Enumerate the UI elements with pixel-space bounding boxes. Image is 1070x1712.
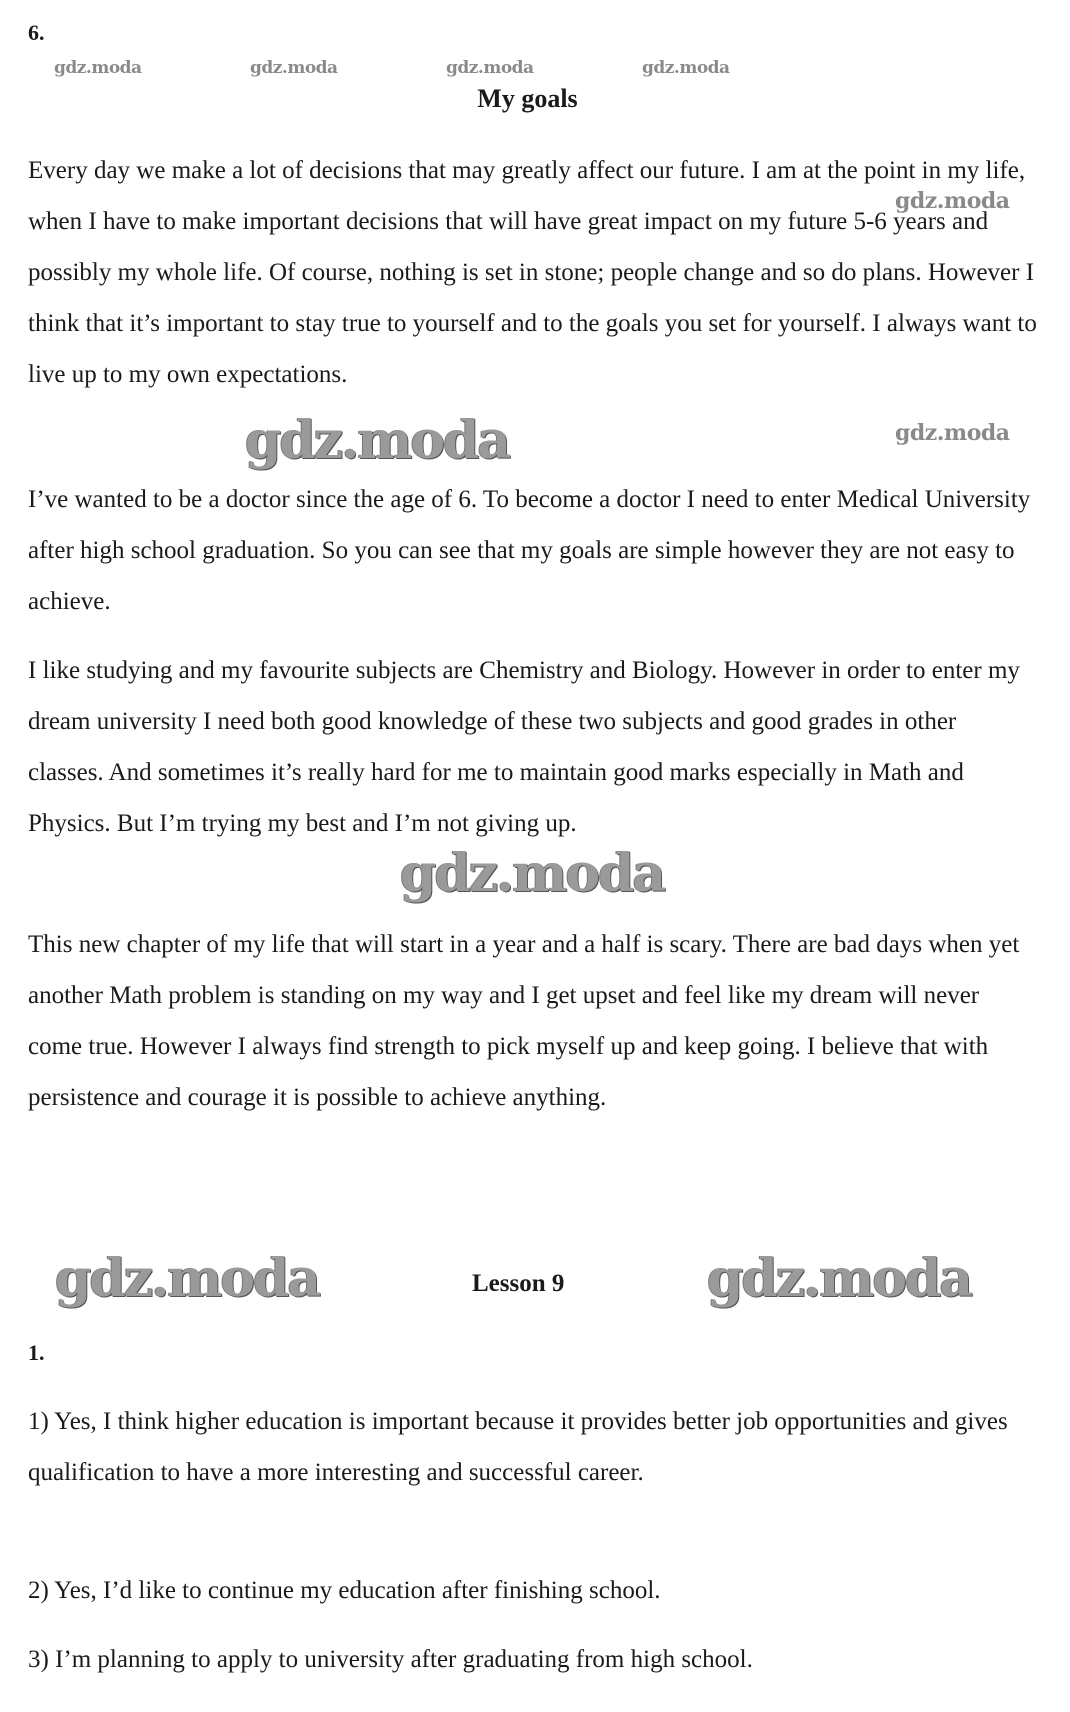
essay-paragraph-3: I like studying and my favourite subjects are Chemistry and Biology. However in order to enter my dream university I need both good knowledge of these two subjects and good grades in other classes. And sometimes it’s really hard for me to maintain good marks especially in Math and Physics. But I’m trying my best and I’m not giving up. bbox=[28, 657, 1020, 837]
answer-1: 1) Yes, I think higher education is important because it provides better job opportunities and gives qualification to have a more interesting and successful career. bbox=[28, 1408, 1008, 1486]
answer-3: 3) I’m planning to apply to university after graduating from high school. bbox=[28, 1646, 753, 1673]
section-number: 6. bbox=[28, 20, 45, 45]
answer-2: 2) Yes, I’d like to continue my education after finishing school. bbox=[28, 1577, 661, 1604]
essay-title: My goals bbox=[477, 84, 578, 113]
watermark: gdz.moda bbox=[245, 410, 510, 471]
watermark: gdz.moda bbox=[446, 58, 534, 78]
watermark: gdz.moda bbox=[250, 58, 338, 78]
watermark: gdz.moda bbox=[55, 1248, 320, 1309]
watermark: gdz.moda bbox=[895, 188, 1010, 214]
watermark: gdz.moda bbox=[642, 58, 730, 78]
exercise-number: 1. bbox=[28, 1340, 45, 1365]
watermark: gdz.moda bbox=[895, 420, 1010, 446]
watermark: gdz.moda bbox=[400, 843, 665, 904]
essay-paragraph-2: I’ve wanted to be a doctor since the age of 6. To become a doctor I need to enter Medical University after high school graduation. So you can see that my goals are simple however they are not easy to achieve. bbox=[28, 486, 1031, 615]
lesson-title: Lesson 9 bbox=[472, 1270, 565, 1297]
essay-paragraph-4: This new chapter of my life that will start in a year and a half is scary. There are bad days when yet another Math problem is standing on my way and I get upset and feel like my dream will never come true. However I always find strength to pick myself up and keep going. I believe that with persistence and courage it is possible to achieve anything. bbox=[28, 931, 1020, 1111]
essay-paragraph-1: Every day we make a lot of decisions that may greatly affect our future. I am at the point in my life, when I have to make important decisions that will have great impact on my future 5-6 years and possibly my whole life. Of course, nothing is set in stone; people change and so do plans. However I think that it’s important to stay true to yourself and to the goals you set for yourself. I always want to live up to my own expectations. bbox=[28, 157, 1037, 388]
watermark: gdz.moda bbox=[54, 58, 142, 78]
watermark: gdz.moda bbox=[707, 1248, 972, 1309]
